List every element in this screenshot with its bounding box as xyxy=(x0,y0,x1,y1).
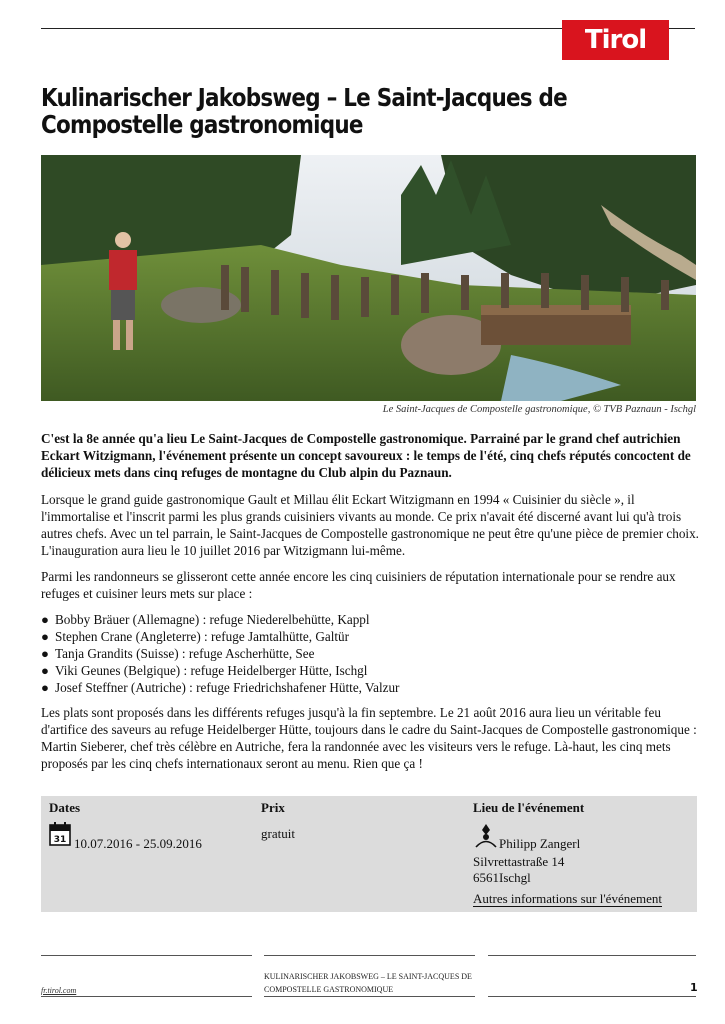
footer-site-link[interactable]: fr.tirol.com xyxy=(41,986,77,995)
dates-label: Dates xyxy=(49,800,81,815)
tirol-logo[interactable] xyxy=(562,20,669,60)
page-number: 1 xyxy=(690,981,698,994)
body-paragraph: Parmi les randonneurs se glisseront cette année encore les cinq cuisiniers de réputation internationale pour se rendre aux refuges et cuisiner leurs mets sur place : xyxy=(41,569,676,601)
location-label: Lieu de l'événement xyxy=(473,800,585,815)
event-info-box xyxy=(41,796,697,912)
logo-text: Tirol xyxy=(584,25,647,55)
bullet-icon: ● xyxy=(41,646,49,661)
hikers-photo xyxy=(41,155,696,401)
footer-rule-right xyxy=(488,955,696,956)
list-item: ● Bobby Bräuer (Allemagne) : refuge Niederelbehütte, Kappl xyxy=(41,612,370,627)
footer-rule-middle xyxy=(264,955,475,956)
list-item: ● Josef Steffner (Autriche) : refuge Friedrichshafener Hütte, Valzur xyxy=(41,680,400,695)
bullet-icon: ● xyxy=(41,629,49,644)
more-info-link[interactable]: Autres informations sur l'événement xyxy=(473,891,662,906)
footer-rule-right-bottom xyxy=(488,996,696,997)
footer-doc-title: KULINARISCHER JAKOBSWEG – LE SAINT-JACQUES DE COMPOSTELLE GASTRONOMIQUE xyxy=(264,972,472,994)
location-column xyxy=(473,800,693,906)
body-paragraph: Lorsque le grand guide gastronomique Gault et Millau élit Eckart Witzigmann en 1994 « Cuisinier du siècle », il l'immortalise et l'inscrit parmi les plus grands cuisiniers vivants au monde. Ce prix n'avait été discerné avant lui qu'à trois autres chefs. Avec un tel parrain, le Saint-Jacques de Compostelle gastronomique ne peut être qu'une pièce de premier choix. L'inauguration aura lieu le 10 juillet 2016 par Witzigmann lui-même. xyxy=(41,492,699,558)
dates-column xyxy=(49,800,202,851)
dates-value: 10.07.2016 - 25.09.2016 xyxy=(74,836,202,851)
list-item: ● Viki Geunes (Belgique) : refuge Heidelberger Hütte, Ischgl xyxy=(41,663,368,678)
bullet-icon: ● xyxy=(41,663,49,678)
bullet-icon: ● xyxy=(41,680,49,695)
host-icon xyxy=(473,822,499,848)
page-title: Kulinarischer Jakobsweg – Le Saint-Jacques de Compostelle gastronomique xyxy=(41,83,567,139)
bullet-icon: ● xyxy=(41,612,49,627)
footer-rule-left xyxy=(41,955,252,956)
footer-rule-left-bottom xyxy=(41,996,252,997)
host-name: Philipp Zangerl xyxy=(499,836,581,851)
price-label: Prix xyxy=(261,800,285,815)
price-column xyxy=(261,800,295,841)
list-item: ● Stephen Crane (Angleterre) : refuge Jamtalhütte, Galtür xyxy=(41,629,350,644)
street-address: Silvrettastraße 14 xyxy=(473,854,565,869)
footer-rule-middle-bottom xyxy=(264,996,475,997)
list-item: ● Tanja Grandits (Suisse) : refuge Ascherhütte, See xyxy=(41,646,315,661)
town-address: 6561Ischgl xyxy=(473,870,531,885)
body-paragraph: Les plats sont proposés dans les différents refuges jusqu'à la fin septembre. Le 21 août 2016 aura lieu un véritable feu d'artifice des saveurs au refuge Heidelberger Hütte, toujours dans le cadre du Saint-Jacques de Compostelle gastronomique : Martin Sieberer, chef très célèbre en Autriche, fera la randonnée avec les visiteurs vers le refuge. Là-haut, les cinq mets proposés par les cinq chefs internationaux seront au menu. Rien que ça ! xyxy=(41,705,697,771)
calendar-icon xyxy=(49,822,71,846)
price-value: gratuit xyxy=(261,826,295,841)
photo-caption: Le Saint-Jacques de Compostelle gastronomique, © TVB Paznaun - Ischgl xyxy=(382,404,696,415)
svg-text:31: 31 xyxy=(53,835,67,845)
lead-paragraph: C'est la 8e année qu'a lieu Le Saint-Jacques de Compostelle gastronomique. Parrainé par le grand chef autrichien Eckart Witzigmann, l'événement présente un concept savoureux : le temps de l'été, cinq chefs réputés concoctent de délicieux mets dans cinq refuges de montagne du Club alpin du Paznaun. xyxy=(41,431,691,480)
chef-list xyxy=(41,611,399,696)
